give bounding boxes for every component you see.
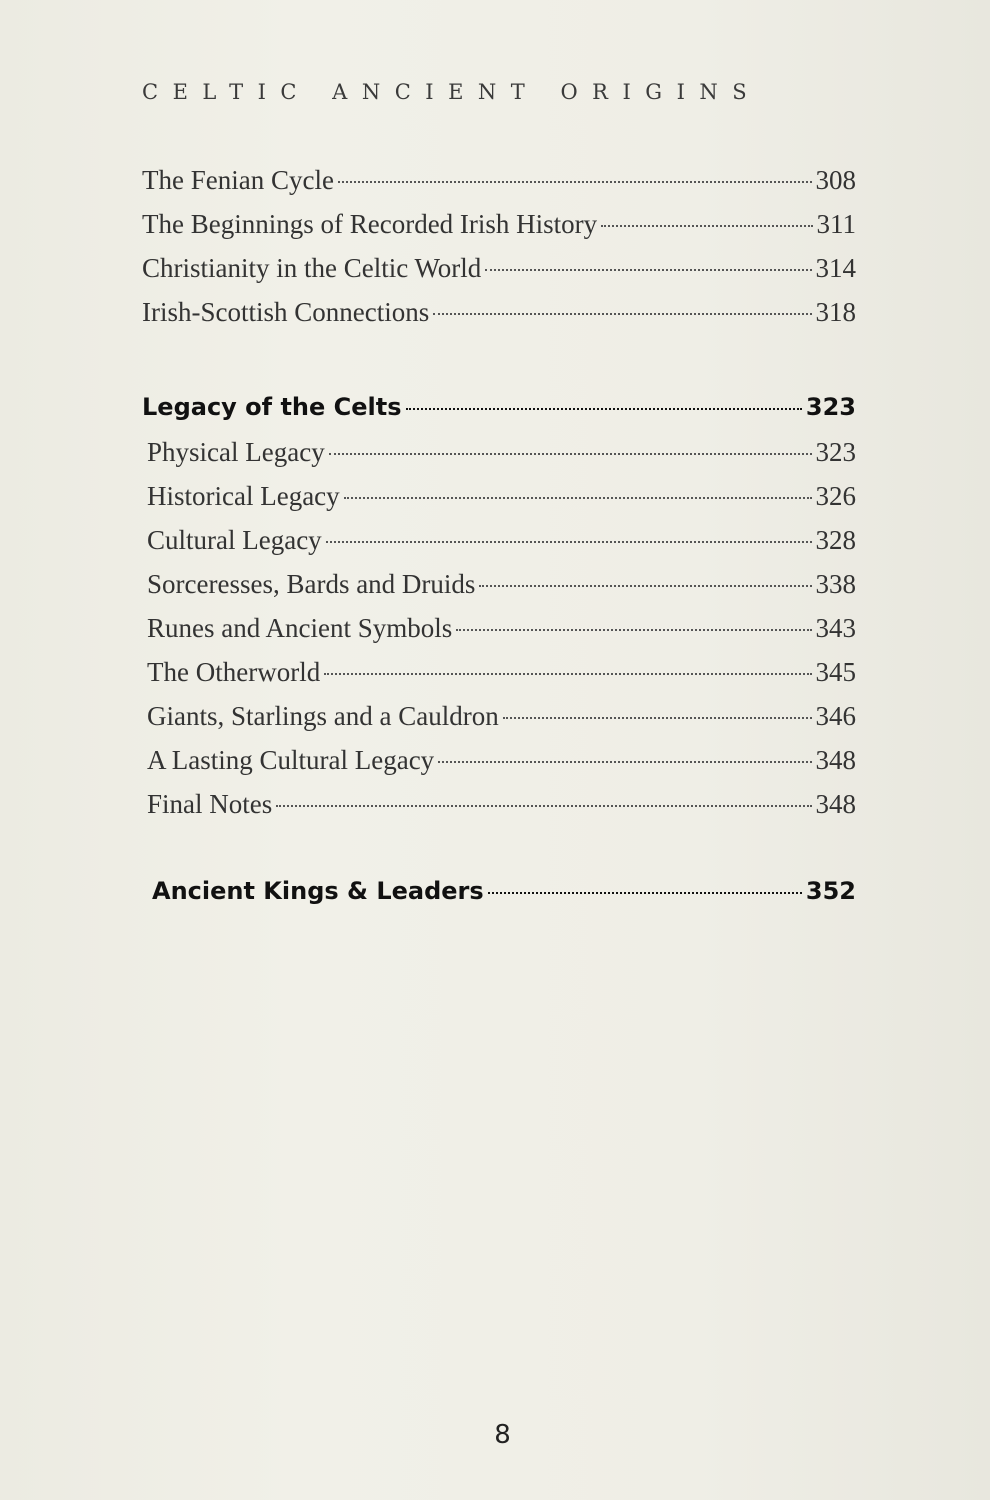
toc-group-kings (142, 877, 856, 921)
toc-entry (142, 701, 856, 745)
toc-entry (142, 481, 856, 525)
dot-leader (456, 629, 811, 631)
toc-entry-page: 345 (815, 657, 856, 687)
dot-leader (488, 892, 802, 894)
toc-entry-page: 338 (815, 569, 856, 599)
toc-entry-page: 314 (815, 253, 856, 283)
dot-leader (406, 408, 802, 410)
toc-entry (142, 657, 856, 701)
toc-entry (142, 569, 856, 613)
toc-entry-title: A Lasting Cultural Legacy (147, 745, 435, 775)
dot-leader (344, 497, 812, 499)
toc-entry (142, 437, 856, 481)
toc-entry (142, 745, 856, 789)
toc-entry-page: 346 (815, 701, 856, 731)
toc-entry-title: Sorceresses, Bards and Druids (147, 569, 476, 599)
dot-leader (324, 673, 811, 675)
toc-entry-page: 308 (815, 165, 856, 195)
toc-entry-title: Final Notes (147, 789, 273, 819)
toc-section-page: 323 (805, 393, 856, 421)
dot-leader (338, 181, 812, 183)
dot-leader (329, 453, 812, 455)
toc-entry-page: 318 (815, 297, 856, 327)
dot-leader (433, 313, 811, 315)
toc-entry-title: Christianity in the Celtic World (142, 253, 482, 283)
toc-entry-title: Historical Legacy (147, 481, 340, 511)
dot-leader (503, 717, 812, 719)
toc-entry (142, 165, 856, 209)
toc-section-title: Legacy of the Celts (142, 393, 402, 421)
running-head: CELTIC ANCIENT ORIGINS (142, 80, 762, 104)
dot-leader (326, 541, 812, 543)
toc-entry-page: 311 (816, 209, 856, 239)
toc-entry (142, 209, 856, 253)
dot-leader (276, 805, 811, 807)
toc-entry-title: Irish-Scottish Connections (142, 297, 430, 327)
toc-entry-title: The Otherworld (147, 657, 321, 687)
dot-leader (601, 225, 812, 227)
toc-entry-title: Giants, Starlings and a Cauldron (147, 701, 499, 731)
toc-entry-title: Cultural Legacy (147, 525, 322, 555)
toc-entry-title: Runes and Ancient Symbols (147, 613, 453, 643)
toc-entry-title: Physical Legacy (147, 437, 325, 467)
toc-entry-title: The Beginnings of Recorded Irish History (142, 209, 598, 239)
dot-leader (485, 269, 811, 271)
toc-entry-page: 328 (815, 525, 856, 555)
toc-entry-title: The Fenian Cycle (142, 165, 334, 195)
toc-entry (142, 789, 856, 833)
toc-entry-page: 343 (815, 613, 856, 643)
toc-entry-page: 323 (815, 437, 856, 467)
toc-group-legacy (142, 393, 856, 833)
dot-leader (479, 585, 811, 587)
toc-entry (142, 525, 856, 569)
toc-section-title: Ancient Kings & Leaders (152, 877, 484, 905)
toc-entry (142, 297, 856, 341)
dot-leader (438, 761, 811, 763)
toc-section-page: 352 (805, 877, 856, 905)
toc-section-heading (142, 877, 856, 921)
toc-section-heading (142, 393, 856, 437)
toc-entry (142, 613, 856, 657)
page-number: 8 (494, 1420, 511, 1450)
toc-entry-page: 348 (815, 745, 856, 775)
toc-entry (142, 253, 856, 297)
toc-entry-page: 348 (815, 789, 856, 819)
toc-group-celtic-myths (142, 165, 856, 341)
toc-entry-page: 326 (815, 481, 856, 511)
